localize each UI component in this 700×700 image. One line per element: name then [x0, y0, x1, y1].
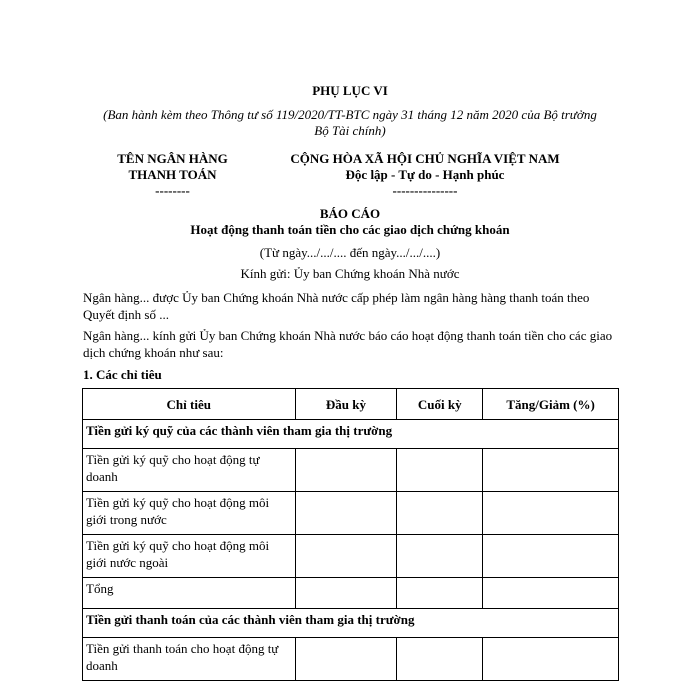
bank-name-divider: --------	[155, 183, 190, 198]
report-title: BÁO CÁO	[319, 206, 381, 221]
row-label: Tiền gửi ký quỹ cho hoạt động tự doanh	[83, 449, 296, 492]
indicators-table	[82, 388, 619, 681]
row-label: Tiền gửi thanh toán cho hoạt động tự doanh	[83, 638, 296, 681]
table-row	[83, 578, 619, 609]
cell-beginning[interactable]	[295, 492, 397, 535]
table-header-row	[83, 389, 619, 420]
bank-name-line2: THANH TOÁN	[128, 167, 217, 182]
cell-beginning[interactable]	[295, 449, 397, 492]
table-row	[83, 449, 619, 492]
header-indicator: Chỉ tiêu	[83, 389, 296, 420]
cell-change[interactable]	[483, 449, 619, 492]
national-motto: Độc lập - Tự do - Hạnh phúc	[345, 167, 505, 182]
cell-beginning[interactable]	[295, 535, 397, 578]
appendix-title: PHỤ LỤC VI	[312, 83, 388, 98]
report-recipient: Kính gửi: Ủy ban Chứng khoán Nhà nước	[240, 266, 460, 281]
cell-beginning[interactable]	[295, 638, 397, 681]
bank-name-line1: TÊN NGÂN HÀNG	[117, 151, 228, 166]
section-payment-deposits: Tiền gửi thanh toán của các thành viên tham gia thị trường	[83, 609, 619, 638]
appendix-note-line2: Bộ Tài chính)	[314, 123, 386, 138]
intro-paragraph-1: Ngân hàng... được Ủy ban Chứng khoán Nhà nước cấp phép làm ngân hàng hàng thanh toán theo Quyết định số ...	[83, 290, 590, 322]
row-label: Tổng	[83, 578, 296, 609]
bank-name-block	[100, 151, 245, 199]
report-period: (Từ ngày.../.../.... đến ngày.../.../....)	[259, 245, 441, 260]
cell-end[interactable]	[397, 578, 483, 609]
cell-change[interactable]	[483, 492, 619, 535]
table-section-row	[83, 420, 619, 449]
cell-change[interactable]	[483, 638, 619, 681]
header-beginning-period: Đầu kỳ	[295, 389, 397, 420]
cell-end[interactable]	[397, 449, 483, 492]
row-label: Tiền gửi ký quỹ cho hoạt động môi giới trong nước	[83, 492, 296, 535]
appendix-note-line1: (Ban hành kèm theo Thông tư số 119/2020/TT-BTC ngày 31 tháng 12 năm 2020 của Bộ trưởng	[103, 107, 597, 122]
header-end-period: Cuối kỳ	[397, 389, 483, 420]
row-label: Tiền gửi ký quỹ cho hoạt động môi giới nước ngoài	[83, 535, 296, 578]
motto-divider: ---------------	[392, 183, 458, 198]
cell-change[interactable]	[483, 535, 619, 578]
cell-end[interactable]	[397, 638, 483, 681]
section-margin-deposits: Tiền gửi ký quỹ của các thành viên tham gia thị trường	[83, 420, 619, 449]
cell-end[interactable]	[397, 535, 483, 578]
report-subtitle: Hoạt động thanh toán tiền cho các giao dịch chứng khoán	[190, 222, 510, 237]
header-change-percent: Tăng/Giảm (%)	[483, 389, 619, 420]
cell-end[interactable]	[397, 492, 483, 535]
table-section-row	[83, 609, 619, 638]
table-row	[83, 535, 619, 578]
table-row	[83, 638, 619, 681]
cell-beginning[interactable]	[295, 578, 397, 609]
national-motto-block	[270, 151, 580, 199]
intro-paragraph-2: Ngân hàng... kính gửi Ủy ban Chứng khoán Nhà nước báo cáo hoạt động thanh toán tiền cho các giao dịch chứng khoán như sau:	[83, 328, 613, 360]
country-name: CỘNG HÒA XÃ HỘI CHỦ NGHĨA VIỆT NAM	[290, 151, 560, 166]
cell-change[interactable]	[483, 578, 619, 609]
table-row	[83, 492, 619, 535]
section-1-title: 1. Các chỉ tiêu	[83, 367, 162, 382]
